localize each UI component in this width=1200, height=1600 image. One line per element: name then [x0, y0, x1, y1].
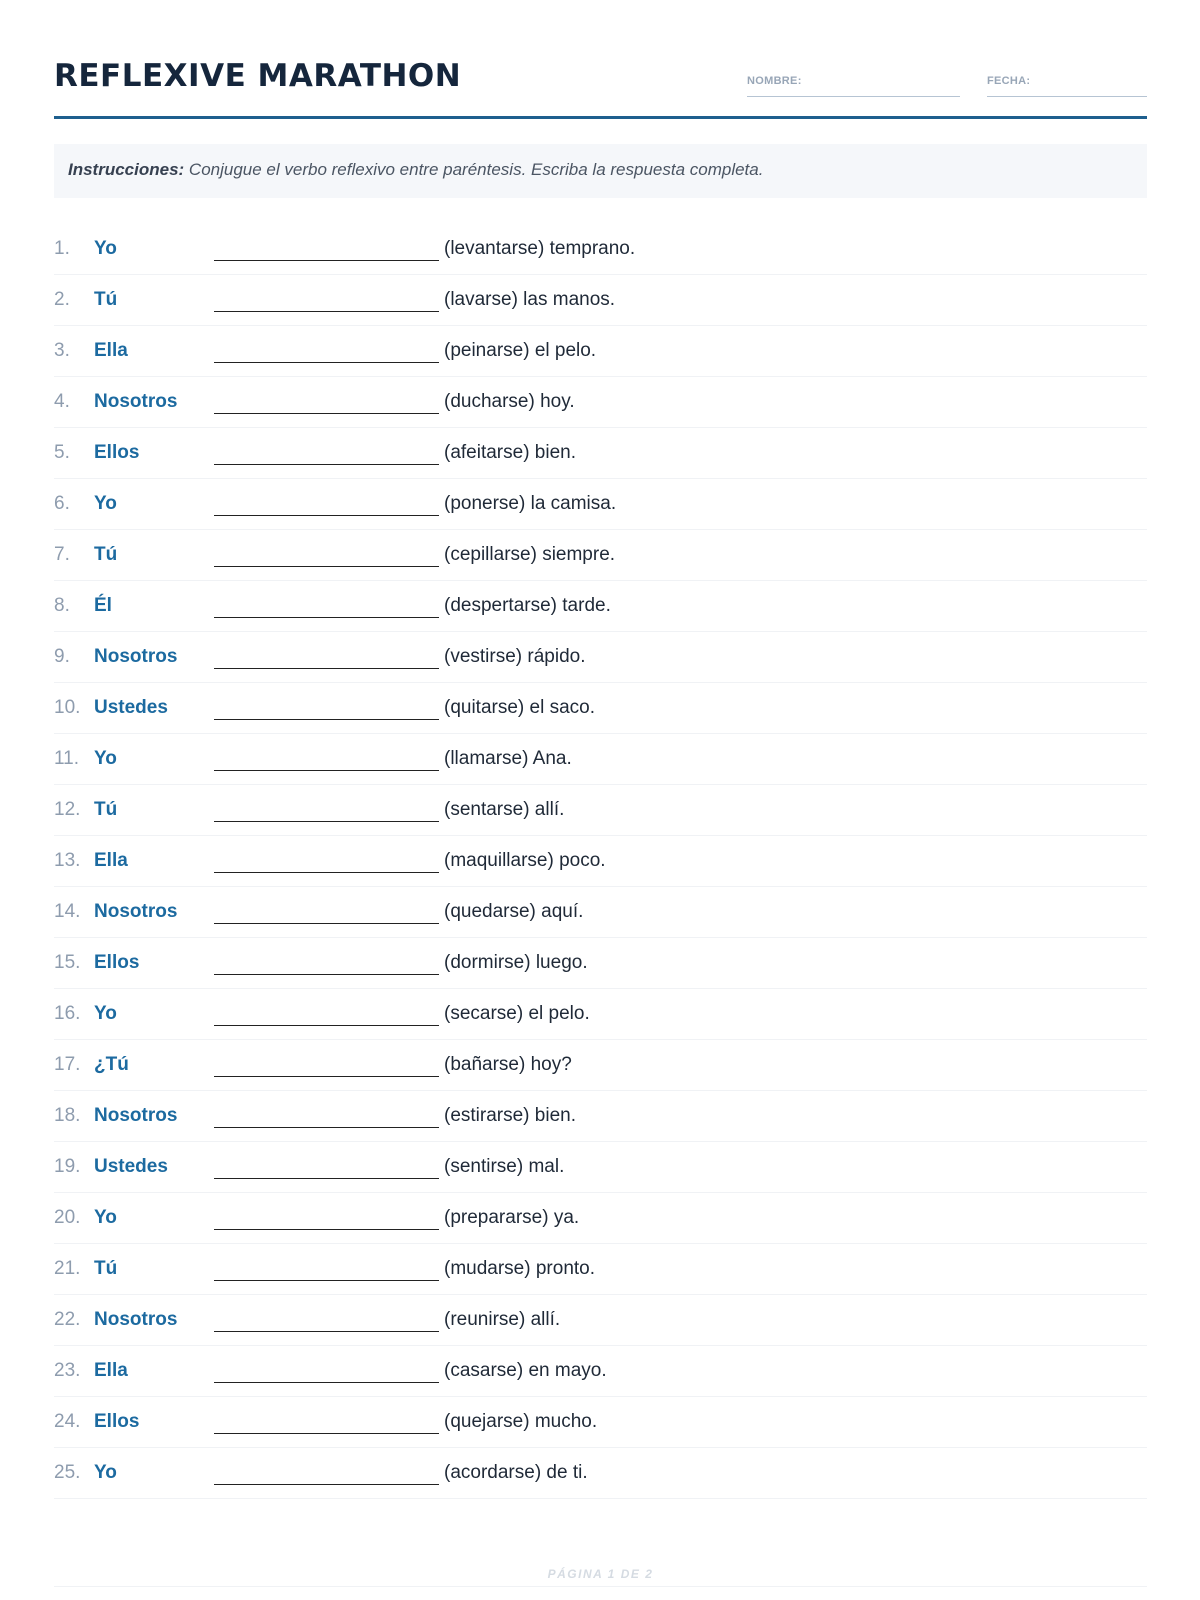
item-subject: Yo	[94, 1462, 117, 1483]
item-subject: Yo	[94, 238, 117, 259]
answer-blank[interactable]	[214, 617, 439, 618]
exercise-item	[54, 581, 1147, 632]
exercise-item	[54, 1040, 1147, 1091]
exercise-item	[54, 836, 1147, 887]
exercise-item	[54, 938, 1147, 989]
item-verb-phrase: (dormirse) luego.	[444, 952, 588, 973]
name-field-label: NOMBRE:	[747, 75, 802, 87]
exercise-item	[54, 887, 1147, 938]
item-number: 25.	[54, 1462, 81, 1483]
item-subject: Yo	[94, 493, 117, 514]
item-number: 11.	[54, 748, 80, 769]
item-verb-phrase: (levantarse) temprano.	[444, 238, 636, 259]
item-subject: Yo	[94, 748, 117, 769]
item-verb-phrase: (mudarse) pronto.	[444, 1258, 596, 1279]
name-field[interactable]	[747, 75, 960, 97]
item-subject: Ustedes	[94, 1156, 168, 1177]
answer-blank[interactable]	[214, 362, 439, 363]
exercise-item	[54, 530, 1147, 581]
answer-blank[interactable]	[214, 1433, 439, 1434]
item-number: 22.	[54, 1309, 81, 1330]
exercise-item	[54, 1142, 1147, 1193]
item-number: 6.	[54, 493, 70, 514]
item-number: 21.	[54, 1258, 81, 1279]
footer-divider	[54, 1586, 1147, 1587]
item-number: 3.	[54, 340, 70, 361]
item-verb-phrase: (quejarse) mucho.	[444, 1411, 598, 1432]
item-number: 17.	[54, 1054, 81, 1075]
item-subject: Él	[94, 595, 112, 616]
answer-blank[interactable]	[214, 719, 439, 720]
answer-blank[interactable]	[214, 464, 439, 465]
page-title: REFLEXIVE MARATHON	[54, 58, 462, 94]
answer-blank[interactable]	[214, 566, 439, 567]
instructions-label: Instrucciones:	[68, 160, 185, 179]
item-subject: Ella	[94, 1360, 128, 1381]
answer-blank[interactable]	[214, 1280, 439, 1281]
item-verb-phrase: (llamarse) Ana.	[444, 748, 572, 769]
exercise-item	[54, 326, 1147, 377]
exercise-item	[54, 1193, 1147, 1244]
item-subject: Ustedes	[94, 697, 168, 718]
item-number: 9.	[54, 646, 70, 667]
item-verb-phrase: (maquillarse) poco.	[444, 850, 606, 871]
answer-blank[interactable]	[214, 1025, 439, 1026]
answer-blank[interactable]	[214, 413, 439, 414]
item-number: 13.	[54, 850, 81, 871]
exercise-item	[54, 632, 1147, 683]
exercise-item	[54, 377, 1147, 428]
exercise-item	[54, 1397, 1147, 1448]
answer-blank[interactable]	[214, 1127, 439, 1128]
item-subject: Ella	[94, 340, 128, 361]
exercise-item	[54, 224, 1147, 275]
item-subject: Nosotros	[94, 1105, 178, 1126]
item-number: 4.	[54, 391, 70, 412]
item-number: 16.	[54, 1003, 81, 1024]
item-verb-phrase: (lavarse) las manos.	[444, 289, 616, 310]
item-verb-phrase: (estirarse) bien.	[444, 1105, 576, 1126]
item-subject: Ellos	[94, 952, 140, 973]
item-verb-phrase: (sentarse) allí.	[444, 799, 565, 820]
item-subject: Tú	[94, 544, 118, 565]
answer-blank[interactable]	[214, 260, 439, 261]
item-subject: Ella	[94, 850, 128, 871]
answer-blank[interactable]	[214, 311, 439, 312]
item-verb-phrase: (peinarse) el pelo.	[444, 340, 597, 361]
item-subject: Yo	[94, 1207, 117, 1228]
item-verb-phrase: (quitarse) el saco.	[444, 697, 596, 718]
item-number: 14.	[54, 901, 81, 922]
instructions-box	[54, 144, 1147, 198]
exercise-item	[54, 1295, 1147, 1346]
item-subject: Tú	[94, 1258, 118, 1279]
item-number: 10.	[54, 697, 81, 718]
exercise-item	[54, 683, 1147, 734]
item-subject: Tú	[94, 799, 118, 820]
exercise-item	[54, 275, 1147, 326]
item-number: 5.	[54, 442, 70, 463]
item-number: 8.	[54, 595, 70, 616]
exercise-item	[54, 1346, 1147, 1397]
exercise-item	[54, 785, 1147, 836]
item-verb-phrase: (cepillarse) siempre.	[444, 544, 616, 565]
answer-blank[interactable]	[214, 515, 439, 516]
exercise-item	[54, 428, 1147, 479]
answer-blank[interactable]	[214, 1382, 439, 1383]
item-number: 12.	[54, 799, 81, 820]
item-verb-phrase: (bañarse) hoy?	[444, 1054, 572, 1075]
exercise-list	[54, 224, 1147, 1499]
answer-blank[interactable]	[214, 668, 439, 669]
answer-blank[interactable]	[214, 872, 439, 873]
item-verb-phrase: (afeitarse) bien.	[444, 442, 577, 463]
date-field[interactable]	[987, 75, 1147, 97]
item-number: 1.	[54, 238, 70, 259]
answer-blank[interactable]	[214, 1331, 439, 1332]
answer-blank[interactable]	[214, 974, 439, 975]
item-subject: Nosotros	[94, 646, 178, 667]
item-subject: Ellos	[94, 1411, 140, 1432]
item-subject: ¿Tú	[94, 1054, 129, 1075]
item-number: 7.	[54, 544, 70, 565]
exercise-item	[54, 989, 1147, 1040]
item-verb-phrase: (prepararse) ya.	[444, 1207, 580, 1228]
date-field-label: FECHA:	[987, 75, 1031, 87]
item-verb-phrase: (despertarse) tarde.	[444, 595, 611, 616]
exercise-item	[54, 1448, 1147, 1499]
exercise-item	[54, 1091, 1147, 1142]
item-verb-phrase: (ducharse) hoy.	[444, 391, 575, 412]
page-number: PÁGINA 1 DE 2	[547, 1567, 654, 1581]
worksheet-page	[54, 0, 1147, 1600]
worksheet-header	[54, 56, 1147, 119]
answer-blank[interactable]	[214, 1178, 439, 1179]
item-subject: Nosotros	[94, 391, 178, 412]
item-number: 18.	[54, 1105, 81, 1126]
answer-blank[interactable]	[214, 821, 439, 822]
item-subject: Yo	[94, 1003, 117, 1024]
exercise-item	[54, 1244, 1147, 1295]
item-verb-phrase: (sentirse) mal.	[444, 1156, 565, 1177]
item-number: 24.	[54, 1411, 81, 1432]
item-verb-phrase: (vestirse) rápido.	[444, 646, 586, 667]
item-verb-phrase: (ponerse) la camisa.	[444, 493, 617, 514]
item-subject: Nosotros	[94, 1309, 178, 1330]
answer-blank[interactable]	[214, 1076, 439, 1077]
item-verb-phrase: (quedarse) aquí.	[444, 901, 584, 922]
answer-blank[interactable]	[214, 770, 439, 771]
item-verb-phrase: (reunirse) allí.	[444, 1309, 561, 1330]
answer-blank[interactable]	[214, 923, 439, 924]
item-number: 20.	[54, 1207, 81, 1228]
item-subject: Ellos	[94, 442, 140, 463]
item-number: 23.	[54, 1360, 81, 1381]
exercise-item	[54, 479, 1147, 530]
item-number: 2.	[54, 289, 70, 310]
item-verb-phrase: (acordarse) de ti.	[444, 1462, 588, 1483]
item-verb-phrase: (secarse) el pelo.	[444, 1003, 590, 1024]
item-number: 15.	[54, 952, 81, 973]
answer-blank[interactable]	[214, 1484, 439, 1485]
item-subject: Nosotros	[94, 901, 178, 922]
item-subject: Tú	[94, 289, 118, 310]
exercise-item	[54, 734, 1147, 785]
item-number: 19.	[54, 1156, 81, 1177]
answer-blank[interactable]	[214, 1229, 439, 1230]
item-verb-phrase: (casarse) en mayo.	[444, 1360, 607, 1381]
instructions-text: Conjugue el verbo reflexivo entre paréntesis. Escriba la respuesta completa.	[184, 160, 764, 179]
